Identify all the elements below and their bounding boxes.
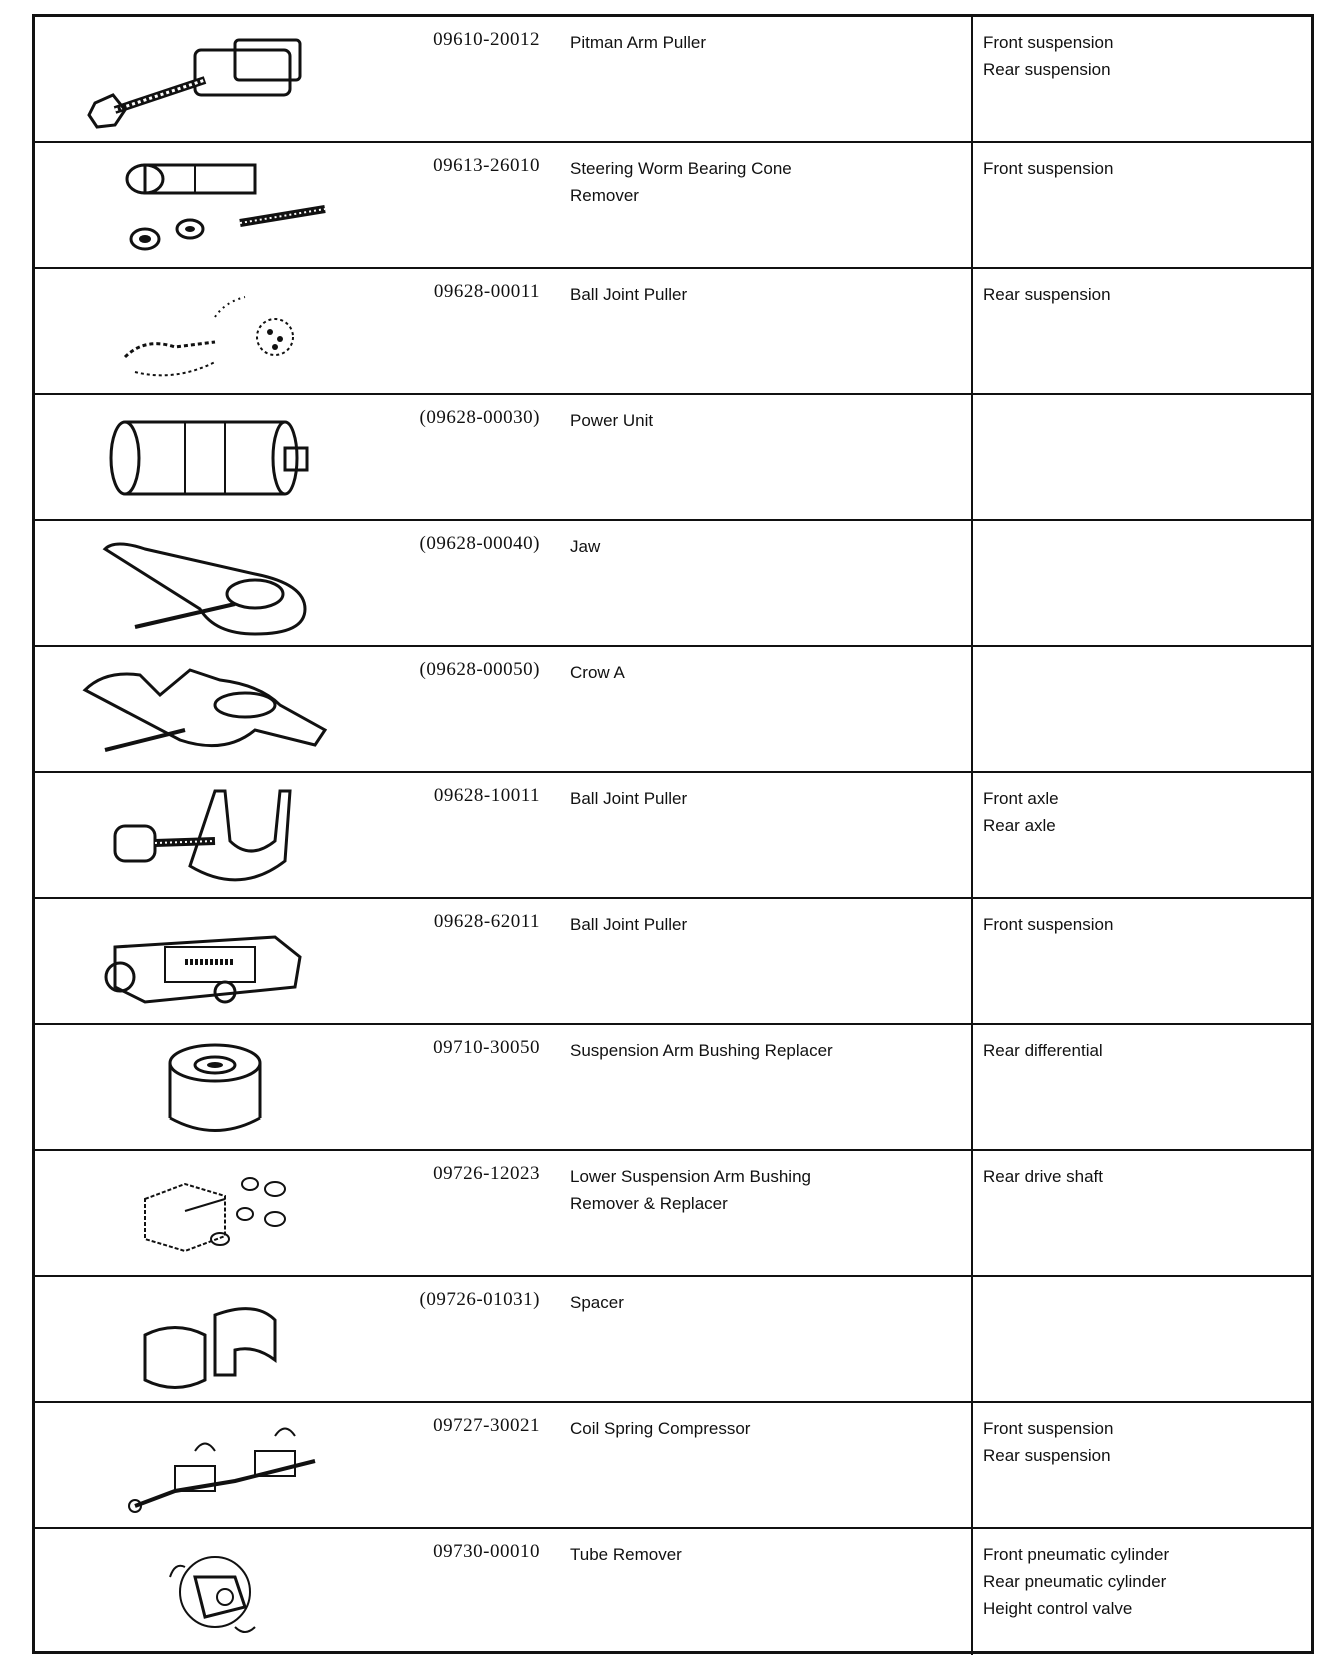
part-number: 09628-10011: [433, 785, 540, 806]
use-line: Front axle: [983, 789, 1059, 808]
tool-description: [570, 281, 960, 308]
part-number: (09726-01031): [419, 1289, 540, 1310]
column-divider: [971, 773, 973, 897]
tool-use: [983, 1415, 1303, 1469]
tool-use: [983, 281, 1303, 308]
tool-description: [570, 533, 960, 560]
column-divider: [971, 269, 973, 393]
bearing-cone-remover-icon: [75, 151, 375, 261]
table-row: [35, 269, 1311, 395]
table-row: [35, 1277, 1311, 1403]
use-line: Rear differential: [983, 1041, 1103, 1060]
description-line: Crow A: [570, 663, 625, 682]
part-number: 09610-20012: [433, 29, 540, 50]
column-divider: [971, 1025, 973, 1149]
use-line: Front suspension: [983, 33, 1114, 52]
jaw-icon: [75, 529, 375, 639]
tool-use: [983, 1163, 1303, 1190]
tool-use: [983, 1541, 1303, 1622]
description-line: Lower Suspension Arm Bushing: [570, 1167, 811, 1186]
column-divider: [971, 395, 973, 519]
part-number: (09628-00030): [419, 407, 540, 428]
part-number: 09727-30021: [433, 1415, 540, 1436]
part-number: 09628-62011: [433, 911, 540, 932]
tool-use: [983, 785, 1303, 839]
part-number: (09628-00040): [419, 533, 540, 554]
tool-use: [983, 155, 1303, 182]
use-line: Front pneumatic cylinder: [983, 1545, 1170, 1564]
tool-use: [983, 29, 1303, 83]
description-line: Power Unit: [570, 411, 654, 430]
coil-spring-compressor-icon: [75, 1411, 375, 1521]
tube-remover-icon: [75, 1537, 375, 1647]
column-divider: [971, 1277, 973, 1401]
part-number: 09628-00011: [433, 281, 540, 302]
table-row: [35, 1025, 1311, 1151]
part-number: 09710-30050: [433, 1037, 540, 1058]
column-divider: [971, 1151, 973, 1275]
table-row: [35, 773, 1311, 899]
description-line: Spacer: [570, 1293, 624, 1312]
use-line: Front suspension: [983, 1419, 1114, 1438]
column-divider: [971, 17, 973, 141]
ball-joint-puller-frame-icon: [75, 907, 375, 1017]
table-row: [35, 521, 1311, 647]
tool-description: [570, 1541, 960, 1568]
table-row: [35, 17, 1311, 143]
column-divider: [971, 647, 973, 771]
table-row: [35, 1151, 1311, 1277]
column-divider: [971, 143, 973, 267]
table-row: [35, 395, 1311, 521]
tool-description: [570, 911, 960, 938]
part-number: 09613-26010: [433, 155, 540, 176]
use-line: Rear axle: [983, 816, 1056, 835]
use-line: Front suspension: [983, 159, 1114, 178]
description-line: Coil Spring Compressor: [570, 1419, 751, 1438]
table-row: [35, 647, 1311, 773]
description-line: Ball Joint Puller: [570, 915, 688, 934]
column-divider: [971, 521, 973, 645]
column-divider: [971, 1403, 973, 1527]
use-line: Rear drive shaft: [983, 1167, 1103, 1186]
description-line: Pitman Arm Puller: [570, 33, 707, 52]
part-number: 09726-12023: [433, 1163, 540, 1184]
tool-description: [570, 659, 960, 686]
ball-joint-puller-c-icon: [75, 781, 375, 891]
bushing-replacer-icon: [75, 1033, 375, 1143]
description-line: Ball Joint Puller: [570, 285, 688, 304]
spacer-icon: [75, 1285, 375, 1395]
tool-description: [570, 155, 960, 209]
description-line: Steering Worm Bearing Cone: [570, 159, 792, 178]
bushing-remover-set-icon: [75, 1159, 375, 1269]
description-line: Remover & Replacer: [570, 1194, 728, 1213]
description-line: Jaw: [570, 537, 601, 556]
power-unit-icon: [75, 403, 375, 513]
pitman-arm-puller-icon: [75, 25, 375, 135]
tool-description: [570, 29, 960, 56]
column-divider: [971, 899, 973, 1023]
use-line: Rear pneumatic cylinder: [983, 1572, 1167, 1591]
table-row: [35, 899, 1311, 1025]
table-row: [35, 143, 1311, 269]
description-line: Tube Remover: [570, 1545, 682, 1564]
tool-description: [570, 785, 960, 812]
description-line: Suspension Arm Bushing Replacer: [570, 1041, 833, 1060]
tool-description: [570, 407, 960, 434]
tool-description: [570, 1163, 960, 1217]
tool-description: [570, 1415, 960, 1442]
crow-a-icon: [75, 655, 375, 765]
column-divider: [971, 1529, 973, 1655]
use-line: Rear suspension: [983, 285, 1111, 304]
special-tools-table: [32, 14, 1314, 1654]
use-line: Front suspension: [983, 915, 1114, 934]
part-number: 09730-00010: [433, 1541, 540, 1562]
tool-description: [570, 1289, 960, 1316]
part-number: (09628-00050): [419, 659, 540, 680]
table-row: [35, 1403, 1311, 1529]
table-row: [35, 1529, 1311, 1655]
description-line: Ball Joint Puller: [570, 789, 688, 808]
ball-joint-puller-icon: [75, 277, 375, 387]
tool-use: [983, 911, 1303, 938]
description-line: Remover: [570, 186, 639, 205]
use-line: Rear suspension: [983, 60, 1111, 79]
tool-use: [983, 1037, 1303, 1064]
use-line: Height control valve: [983, 1599, 1133, 1618]
tool-description: [570, 1037, 960, 1064]
use-line: Rear suspension: [983, 1446, 1111, 1465]
